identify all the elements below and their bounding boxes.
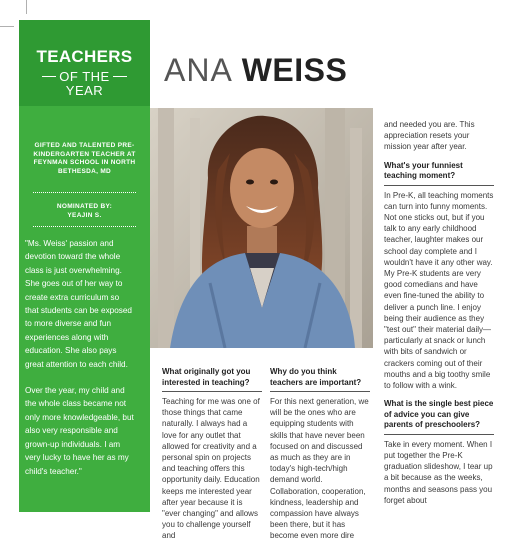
dotted-divider	[33, 192, 136, 193]
quote-paragraph: Over the year, my child and the whole class became not only more knowledgeable, but also very responsible and grown-up individuals. I am very lucky to have her as my child's teacher."	[25, 386, 134, 476]
crop-mark	[26, 0, 27, 14]
heading-rule	[162, 391, 262, 392]
banner-subtitle-row	[19, 68, 150, 84]
article-column-3	[384, 119, 494, 506]
banner-rule-right	[113, 76, 127, 77]
qa-block	[384, 161, 494, 392]
crop-mark	[0, 26, 14, 27]
quote-paragraph: "Ms. Weiss' passion and devotion toward the whole class is just overwhelming. She goes out of her way to create extra curriculum so that students can be exposed to more diverse and fun experiences along with education. She also pays great attention to each child.	[25, 239, 132, 369]
qa-block	[384, 399, 494, 506]
answer-text: Take in every moment. When I put together the Pre-K graduation slideshow, I tear up a bit because as the weeks, months and seasons pass you forget about	[384, 439, 493, 505]
answer-text: Teaching for me was one of those things that came naturally. I always had a love for any outlet that allowed for creativity and a personal spin on projects and teaching offers this opportunity daily. Education keeps me interested year after year because it is "ever changing" and allows you to challenge yourself and	[162, 397, 260, 541]
sidebar-panel	[19, 20, 150, 512]
dotted-divider	[33, 226, 136, 227]
question-heading: What's your funniest teaching moment?	[384, 160, 463, 181]
banner-title: TEACHERS	[36, 47, 133, 66]
nomination-block	[27, 203, 142, 220]
question-heading: What is the single best piece of advice you can give parents of preschoolers?	[384, 399, 494, 430]
banner-subtitle-2: YEAR	[65, 83, 104, 98]
question-heading: Why do you think teachers are important?	[270, 367, 362, 387]
teacher-portrait-photo	[150, 108, 373, 348]
lead-in-text: and needed you are. This appreciation resets your mission year after year.	[384, 120, 475, 152]
question-heading: What originally got you interested in teaching?	[162, 367, 251, 387]
answer-text: For this next generation, we will be the ones who are equipping students with skills that have never been focused on and discussed as much as they are in today's high-tech/high demand world. Collaboration, cooperation, kindness, leadership and compassion have always been there, but it has become even more dire	[270, 397, 369, 541]
nomination-quote	[25, 237, 135, 491]
article-column-2	[270, 367, 370, 542]
banner-subtitle-1: OF THE	[59, 69, 110, 84]
nominated-label: NOMINATED BY:	[56, 203, 113, 210]
teachers-of-the-year-banner	[19, 20, 150, 106]
article-column-1	[162, 367, 262, 542]
nominator-name: YEAJIN S.	[67, 211, 102, 219]
teacher-name-heading	[164, 50, 347, 90]
heading-rule	[384, 185, 494, 186]
portrait-illustration	[150, 108, 373, 348]
answer-text: In Pre-K, all teaching moments can turn into funny moments. Not one sticks out, but if you talk to any early childhood teacher, laughter makes our school day complete and I wouldn't have it any other way. My Pre-K students are very good comedians and have even fine-tuned the ability to deliver a punch line. I enjoy being their audience as they "test out" their material daily—particularly at snack or lunch with bits of sandwich or crackers coming out of their mouths and a big toothy smile to follow with a wink.	[384, 190, 494, 391]
heading-rule	[384, 434, 494, 435]
first-name: ANA	[164, 52, 233, 88]
teacher-role: GIFTED AND TALENTED PRE-KINDERGARTEN TEACHER AT FEYNMAN SCHOOL IN NORTH BETHESDA, MD	[33, 142, 136, 175]
last-name: WEISS	[241, 52, 348, 88]
heading-rule	[270, 391, 370, 392]
